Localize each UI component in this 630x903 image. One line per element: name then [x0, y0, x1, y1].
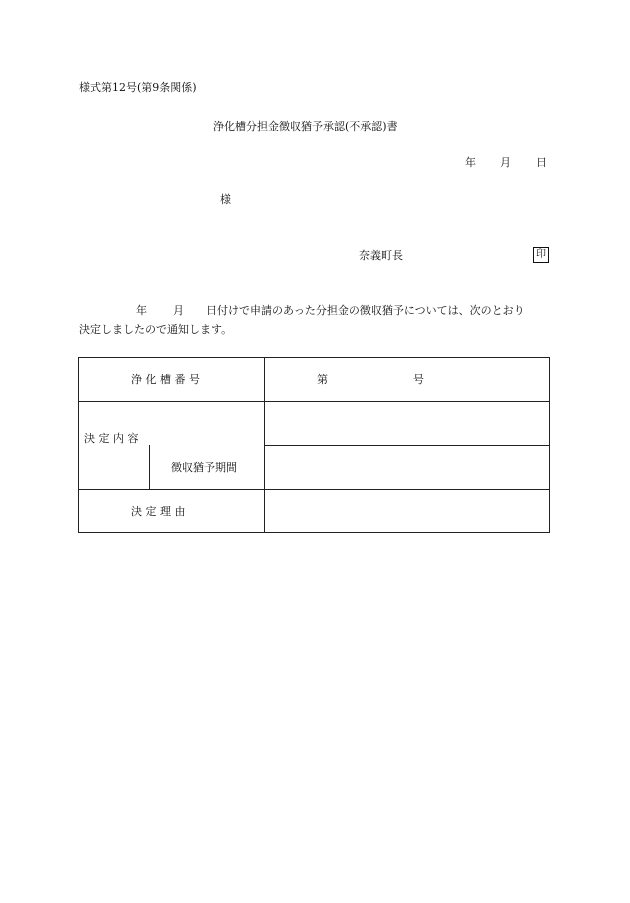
date-day-label: 日 — [536, 156, 547, 169]
date-month-label: 月 — [500, 156, 511, 169]
body-year-label: 年 — [136, 304, 147, 317]
column-divider — [264, 358, 265, 532]
tank-number-label: 浄 化 槽 番 号 — [131, 373, 200, 386]
document-title: 浄化槽分担金徴収猶予承認(不承認)書 — [213, 120, 398, 133]
decision-content-label: 決 定 内 容 — [84, 432, 139, 445]
row-divider — [79, 401, 549, 402]
tank-number-prefix: 第 — [317, 373, 328, 386]
column-divider — [149, 445, 150, 489]
tank-number-suffix: 号 — [413, 373, 424, 386]
deferral-period-label: 徴収猶予期間 — [171, 461, 237, 474]
decision-table — [78, 357, 550, 533]
row-divider — [79, 489, 549, 490]
seal-mark: 印 — [533, 247, 549, 263]
form-number: 様式第12号(第9条関係) — [79, 81, 197, 94]
body-text-line-2: 決定しましたので通知します。 — [79, 323, 233, 336]
issuer-name: 奈義町長 — [359, 249, 403, 262]
recipient-honorific: 様 — [220, 193, 231, 206]
body-text-rest: 日付けで申請のあった分担金の徴収猶予については、次のとおり — [206, 304, 525, 317]
decision-reason-label: 決 定 理 由 — [131, 505, 186, 518]
row-divider — [264, 445, 549, 446]
date-year-label: 年 — [465, 156, 476, 169]
body-month-label: 月 — [173, 304, 184, 317]
